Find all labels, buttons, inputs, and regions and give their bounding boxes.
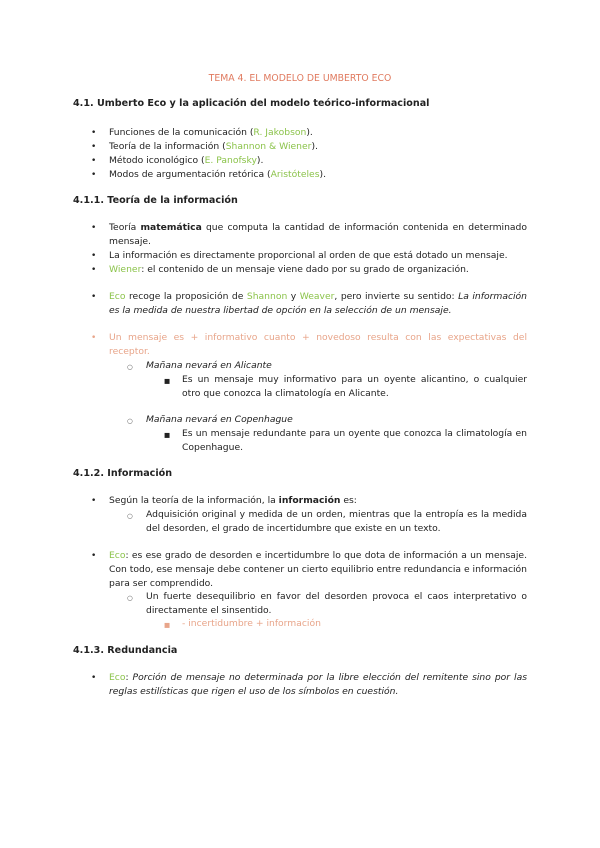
list [91, 331, 527, 359]
list [91, 290, 527, 318]
section-heading: 4.1.1. Teoría de la información [73, 195, 238, 206]
sublist-item: ○ Mañana nevará en Copenhague [127, 413, 527, 427]
list-item: • Eco: es ese grado de desorden e incertidumbre lo que dota de información a un mensaje. Con todo, ese mensaje debe contener un cierto equilibrio entre redundancia e información para ser comprendido. [91, 549, 527, 591]
list [91, 549, 527, 591]
section-heading: 4.1.2. Información [73, 468, 173, 479]
list [91, 126, 527, 182]
list-item: • Wiener: el contenido de un mensaje viene dado por su grado de organización. [91, 263, 527, 277]
sublist [163, 373, 527, 401]
sublist [163, 617, 527, 631]
list [91, 221, 527, 277]
sublist-item: ■ - incertidumbre + información [163, 617, 527, 631]
list-item: • La información es directamente proporcional al orden de que está dotado un mensaje. [91, 249, 527, 263]
list-item: • Eco: Porción de mensaje no determinada por la libre elección del remitente sino por las reglas estilísticas que rigen el uso de los símbolos en cuestión. [91, 671, 527, 699]
list-item: • Teoría de la información (Shannon & Wiener). [91, 140, 527, 154]
sublist [127, 508, 527, 536]
section-heading: 4.1.3. Redundancia [73, 645, 178, 656]
sublist [163, 427, 527, 455]
sublist-item: ○ Adquisición original y medida de un orden, mientras que la entropía es la medida del desorden, el grado de incertidumbre que existe en un texto. [127, 508, 527, 536]
list-item: • Eco recoge la proposición de Shannon y Weaver, pero invierte su sentido: La información es la medida de nuestra libertad de opción en la selección de un mensaje. [91, 290, 527, 318]
sublist-item: ■ Es un mensaje redundante para un oyente que conozca la climatología en Copenhague. [163, 427, 527, 455]
list-item: • Método iconológico (E. Panofsky). [91, 154, 527, 168]
sublist-item: ○ Un fuerte desequilibrio en favor del desorden provoca el caos interpretativo o directamente el sinsentido. [127, 590, 527, 618]
section-heading: 4.1. Umberto Eco y la aplicación del modelo teórico-informacional [73, 98, 430, 109]
list-item: • Modos de argumentación retórica (Aristóteles). [91, 168, 527, 182]
list-item: • Teoría matemática que computa la cantidad de información contenida en determinado mensaje. [91, 221, 527, 249]
list-item: • Un mensaje es + informativo cuanto + novedoso resulta con las expectativas del receptor. [91, 331, 527, 359]
sublist [127, 413, 527, 427]
sublist [127, 359, 527, 373]
list-item: • Funciones de la comunicación (R. Jakobson). [91, 126, 527, 140]
sublist-item: ■ Es un mensaje muy informativo para un oyente alicantino, o cualquier otro que conozca la climatología en Alicante. [163, 373, 527, 401]
list-item: • Según la teoría de la información, la información es: [91, 494, 527, 508]
list [91, 671, 527, 699]
document-title: TEMA 4. EL MODELO DE UMBERTO ECO [208, 73, 392, 84]
list [91, 494, 527, 508]
sublist [127, 590, 527, 618]
sublist-item: ○ Mañana nevará en Alicante [127, 359, 527, 373]
